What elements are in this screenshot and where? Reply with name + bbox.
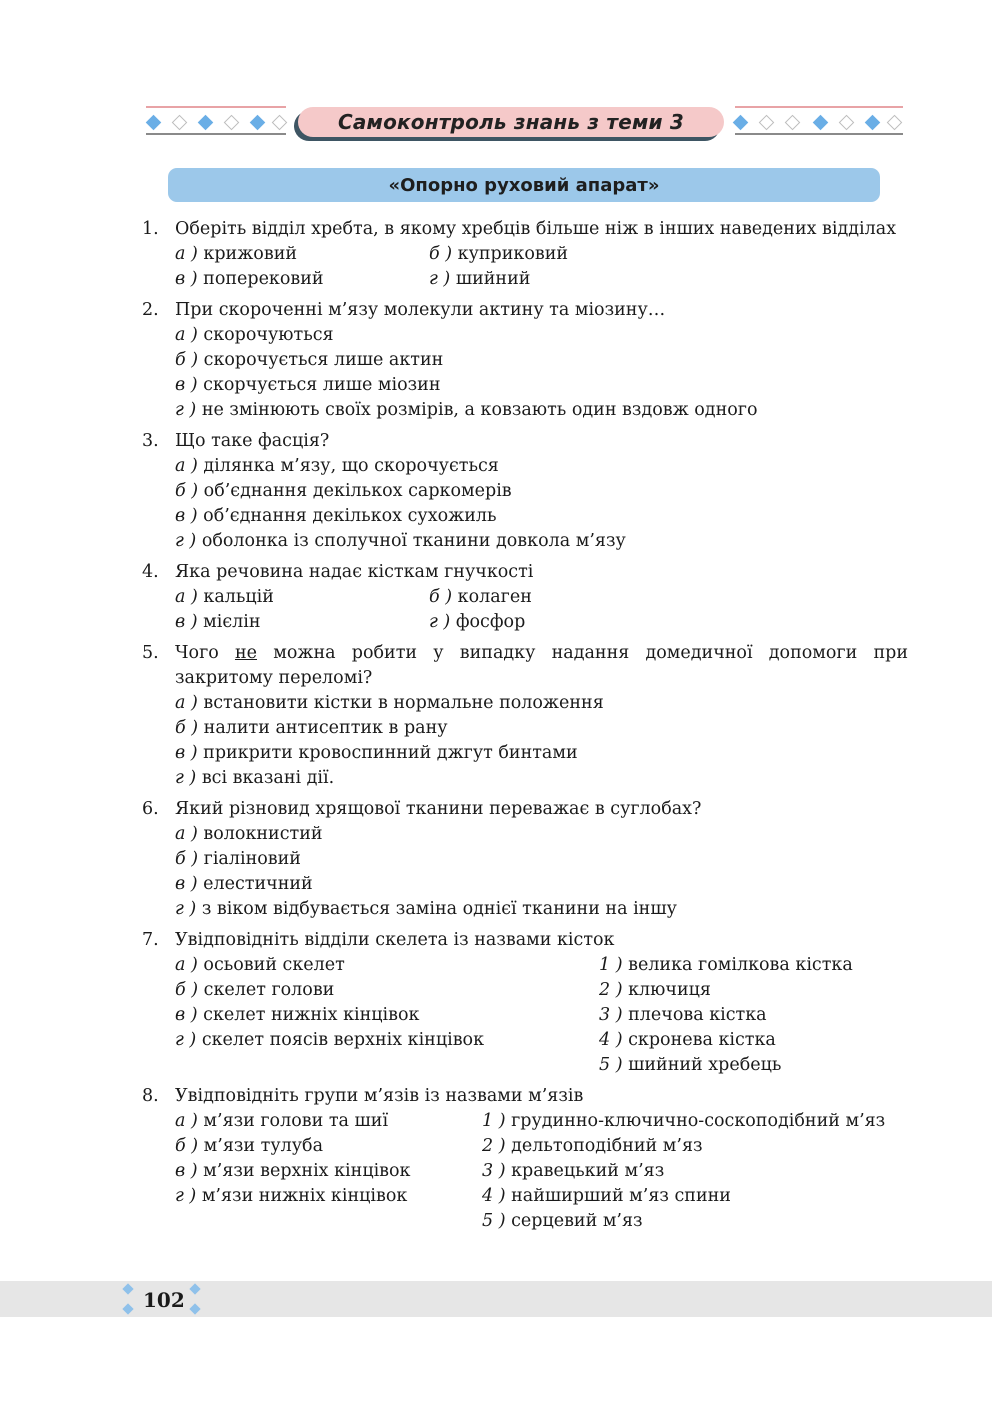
question-number: 2. — [142, 300, 159, 320]
answer-option: 5 ) шийний хребець — [599, 1055, 782, 1075]
question-text: Оберіть відділ хребта, в якому хребців більше ніж в інших наведених відділах — [175, 219, 897, 239]
question-number: 4. — [142, 562, 159, 582]
answer-option: в ) поперековий — [175, 269, 324, 289]
header-ornament-left — [146, 106, 286, 138]
question-3 — [142, 429, 908, 554]
answer-option: а ) встановити кістки в нормальне положення — [175, 693, 604, 713]
answer-option: б ) колаген — [429, 587, 532, 607]
underlined-word: не — [234, 643, 258, 663]
answer-option: а ) ділянка м’язу, що скорочується — [175, 456, 499, 476]
question-text: Увідповідніть групи м’язів із назвами м’язів — [175, 1086, 584, 1106]
answer-option: а ) кальцій — [175, 587, 274, 607]
answer-option: г ) не змінюють своїх розмірів, а ковзають один вздовж одного — [175, 400, 758, 420]
question-list — [142, 217, 908, 1240]
answer-option: 5 ) серцевий м’яз — [482, 1211, 643, 1231]
matching-right-column — [599, 953, 853, 1078]
question-text: Який різновид хрящової тканини переважає в суглобах? — [175, 799, 702, 819]
answer-option: 4 ) найширший м’яз спини — [482, 1186, 731, 1206]
question-text: Увідповідніть відділи скелета із назвами кісток — [175, 930, 615, 950]
question-text: При скороченні м’язу молекули актину та міозину… — [175, 300, 666, 320]
question-1 — [142, 217, 908, 292]
answer-option: 3 ) плечова кістка — [599, 1005, 767, 1025]
question-5 — [142, 641, 908, 791]
matching-columns — [175, 953, 908, 1078]
topic-banner — [168, 168, 880, 202]
answer-option: г ) всі вказані дії. — [175, 768, 335, 788]
question-text: Яка речовина надає кісткам гнучкості — [175, 562, 534, 582]
answer-option: г ) фосфор — [429, 612, 526, 632]
matching-right-column — [482, 1109, 885, 1234]
answer-option: а ) волокнистий — [175, 824, 323, 844]
answer-option: в ) об’єднання декількох сухожиль — [175, 506, 497, 526]
answer-option: в ) прикрити кровоспинний джгут бинтами — [175, 743, 578, 763]
question-text: Чого не можна робити у випадку надання домедичної допомоги при закритому переломі? — [175, 643, 908, 688]
answer-option: г ) скелет поясів верхніх кінцівок — [175, 1030, 485, 1050]
section-title-banner — [298, 107, 724, 137]
answer-option: 4 ) скронева кістка — [599, 1030, 776, 1050]
question-number: 6. — [142, 799, 159, 819]
answer-option: в ) м’язи верхніх кінцівок — [175, 1161, 411, 1181]
answer-option: в ) мієлін — [175, 612, 261, 632]
answer-option: б ) гіаліновий — [175, 849, 301, 869]
answer-option: 2 ) дельтоподібний м’яз — [482, 1136, 703, 1156]
answer-option: а ) крижовий — [175, 244, 298, 264]
answer-option: 1 ) велика гомілкова кістка — [599, 955, 853, 975]
matching-left-column — [175, 953, 599, 1078]
answer-option: б ) скорочується лише актин — [175, 350, 444, 370]
answer-option: б ) об’єднання декількох саркомерів — [175, 481, 512, 501]
answer-option: 1 ) грудинно-ключично-соскоподібний м’яз — [482, 1111, 886, 1131]
matching-columns — [175, 1109, 908, 1234]
question-8 — [142, 1084, 908, 1234]
question-number: 1. — [142, 219, 159, 239]
answer-option: в ) скелет нижніх кінцівок — [175, 1005, 420, 1025]
answer-option: 3 ) кравецький м’яз — [482, 1161, 665, 1181]
answer-option: г ) з віком відбувається заміна однієї тканини на іншу — [175, 899, 677, 919]
answer-option: а ) осьовий скелет — [175, 955, 345, 975]
answer-option: в ) скорчується лише міозин — [175, 375, 441, 395]
question-6 — [142, 797, 908, 922]
answer-option: г ) оболонка із сполучної тканини довкола м’язу — [175, 531, 626, 551]
answer-option: а ) скорочуються — [175, 325, 334, 345]
answer-option: в ) елестичний — [175, 874, 313, 894]
question-text: Що таке фасція? — [175, 431, 330, 451]
answer-option: б ) скелет голови — [175, 980, 335, 1000]
answer-option: б ) м’язи тулуба — [175, 1136, 324, 1156]
question-number: 5. — [142, 643, 159, 663]
question-2 — [142, 298, 908, 423]
question-4 — [142, 560, 908, 635]
header-ornament-right — [735, 106, 903, 138]
answer-option: б ) куприковий — [429, 244, 569, 264]
page-number: 102 — [143, 1288, 185, 1312]
answer-option: г ) м’язи нижніх кінцівок — [175, 1186, 408, 1206]
answer-option: а ) м’язи голови та шиї — [175, 1111, 389, 1131]
answer-option: б ) налити антисептик в рану — [175, 718, 448, 738]
topic-title: «Опорно руховий апарат» — [388, 174, 660, 196]
section-title: Самоконтроль знань з теми 3 — [337, 110, 685, 134]
answer-option: г ) шийний — [429, 269, 531, 289]
question-number: 7. — [142, 930, 159, 950]
question-number: 3. — [142, 431, 159, 451]
matching-left-column — [175, 1109, 482, 1234]
question-number: 8. — [142, 1086, 159, 1106]
question-7 — [142, 928, 908, 1078]
answer-option: 2 ) ключиця — [599, 980, 711, 1000]
